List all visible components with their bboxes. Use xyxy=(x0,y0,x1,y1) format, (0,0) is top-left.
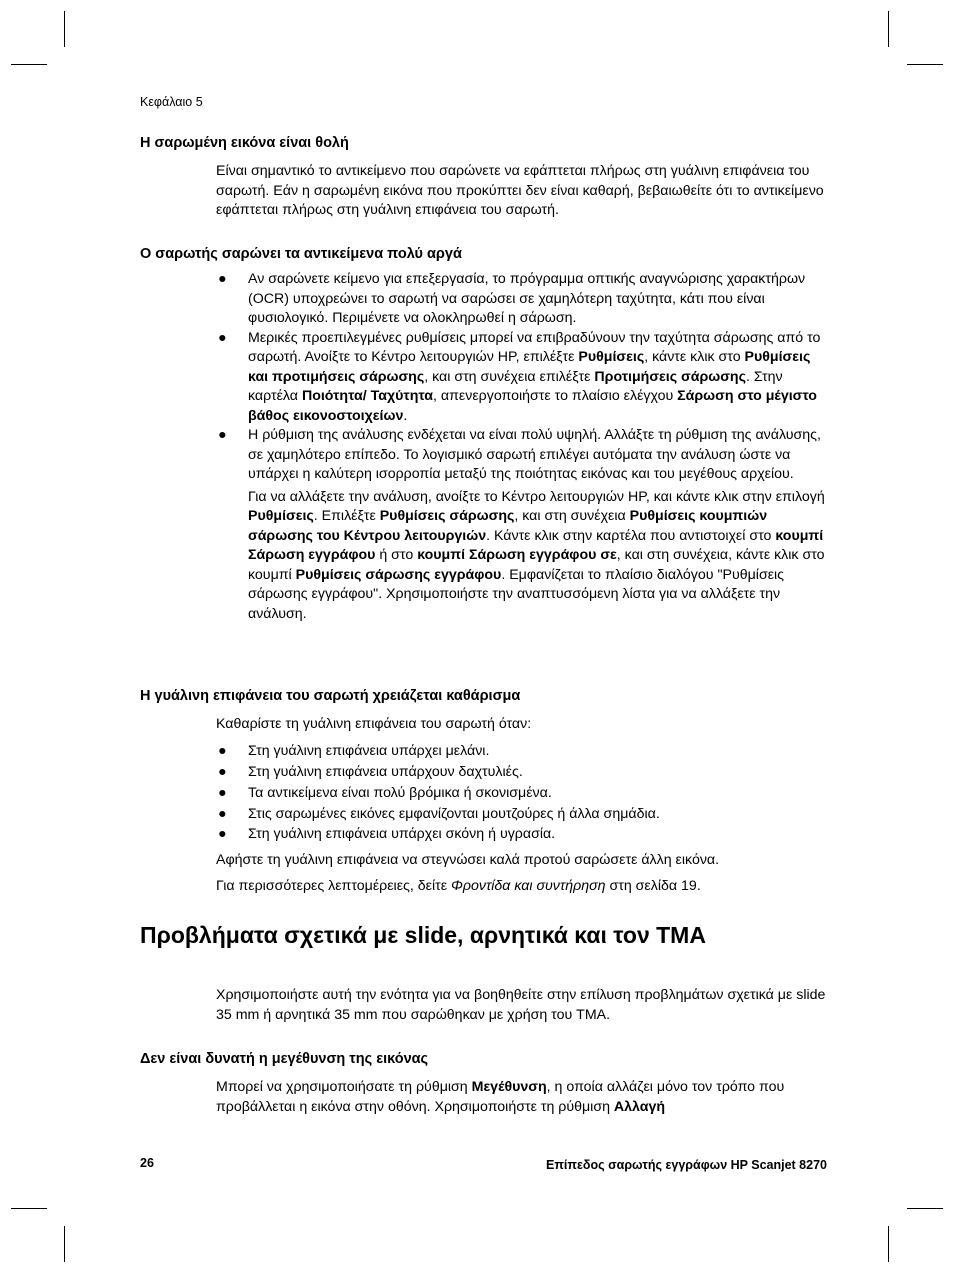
emphasis-text: Ρυθμίσεις σάρωσης εγγράφου xyxy=(295,566,502,583)
crop-mark xyxy=(888,11,889,47)
section-heading: Δεν είναι δυνατή η μεγέθυνση της εικόνας xyxy=(140,1051,429,1067)
list-item xyxy=(216,783,828,804)
body-text: , κάντε κλικ στο xyxy=(644,349,745,365)
list-item-text: Στις σαρωμένες εικόνες εμφανίζονται μουτζούρες ή άλλα σημάδια. xyxy=(248,806,660,822)
list-item xyxy=(216,825,828,844)
section-intro: Χρησιμοποιήστε αυτή την ενότητα για να βοηθηθείτε στην επίλυση προβλημάτων σχετικά με slide 35 mm ή αρνητικά 35 mm που σαρώθηκαν με χρήση του TMA. xyxy=(216,987,826,1023)
section-heading: Η σαρωμένη εικόνα είναι θολή xyxy=(140,135,349,151)
body-text: , και στη συνέχεια xyxy=(514,508,630,524)
crop-mark xyxy=(11,1208,47,1209)
body-text: , η οποία αλλάζει μόνο τον τρόπο που προβάλλεται η εικόνα στην οθόνη. Χρησιμοποιήστε τη ρύθμιση xyxy=(216,1079,785,1115)
emphasis-text: Ρυθμίσεις και προτιμήσεις σάρωσης xyxy=(248,349,811,385)
body-text: . Στην καρτέλα xyxy=(248,368,783,404)
section-paragraph: Είναι σημαντικό το αντικείμενο που σαρώνετε να εφάπτεται πλήρως στη γυάλινη επιφάνεια του σαρωτή. Εάν η σαρωμένη εικόνα που προκύπτει δεν είναι καθαρή, βεβαιωθείτε ότι το αντικείμενο εφάπτεται πλήρως στη γυάλινη επιφάνεια του σαρωτή. xyxy=(216,163,824,218)
list-item xyxy=(216,741,828,762)
list-item-text: Τα αντικείμενα είναι πολύ βρόμικα ή σκονισμένα. xyxy=(248,785,552,801)
emphasis-text: Αλλαγή xyxy=(613,1098,666,1115)
list-item-subparagraph xyxy=(248,488,828,625)
body-text: Αν σαρώνετε κείμενο για επεξεργασία, το πρόγραμμα οπτικής αναγνώρισης χαρακτήρων (OCR) υποχρεώνει το σαρωτή να σαρώσει σε χαμηλότερη ταχύτητα, κάτι που είναι φυσιολογικό. Περιμένετε να ολοκληρωθεί η σάρωση. xyxy=(248,271,806,326)
emphasis-text: κουμπί Σάρωση εγγράφου xyxy=(248,527,824,563)
list-item-text: Στη γυάλινη επιφάνεια υπάρχουν δαχτυλιές. xyxy=(248,764,523,780)
body-text: ή στο xyxy=(375,547,418,563)
body-text: Μπορεί να χρησιμοποιήσατε τη ρύθμιση xyxy=(216,1079,472,1095)
emphasis-text: Ρυθμίσεις xyxy=(248,508,314,524)
cross-reference-link[interactable]: Φροντίδα και συντήρηση xyxy=(450,878,606,894)
body-text: Μερικές προεπιλεγμένες ρυθμίσεις μπορεί να επιβραδύνουν την ταχύτητα σάρωσης από το σαρωτή. Ανοίξτε το Κέντρο λειτουργιών HP, επιλέξτε xyxy=(248,329,821,365)
footer-title: Επίπεδος σαρωτής εγγράφων HP Scanjet 8270 xyxy=(546,1158,827,1172)
body-text: Για να αλλάξετε την ανάλυση, ανοίξτε το Κέντρο λειτουργιών HP, και κάντε κλικ στην επιλογή xyxy=(248,488,825,505)
section-heading: Η γυάλινη επιφάνεια του σαρωτή χρειάζεται καθάρισμα xyxy=(140,688,521,704)
cross-reference-prefix: Για περισσότερες λεπτομέρειες, δείτε xyxy=(216,878,451,894)
bullet-list xyxy=(216,741,828,844)
body-text: . Επιλέξτε xyxy=(313,508,380,524)
chapter-label: Κεφάλαιο 5 xyxy=(140,95,203,109)
emphasis-text: Ποιότητα/ Ταχύτητα xyxy=(301,388,434,404)
body-text: , απενεργοποιήστε το πλαίσιο ελέγχου xyxy=(433,388,678,404)
body-text: . Εμφανίζεται το πλαίσιο διαλόγου "Ρυθμίσεις σάρωσης εγγράφου". Χρησιμοποιήστε την αναπτυσσόμενη λίστα για να αλλάξετε την ανάλυση. xyxy=(248,566,785,622)
crop-mark xyxy=(888,1226,889,1262)
emphasis-text: Ρυθμίσεις κουμπιών σάρωσης του Κέντρου λειτουργιών xyxy=(248,508,768,544)
body-text: . Κάντε κλικ στην καρτέλα που αντιστοιχεί στο xyxy=(486,527,776,544)
section-paragraph xyxy=(216,1078,828,1117)
list-item xyxy=(216,762,828,783)
crop-mark xyxy=(64,1226,65,1262)
emphasis-text: Μεγέθυνση xyxy=(471,1079,547,1095)
list-item-text xyxy=(248,271,805,326)
body-text: Η ρύθμιση της ανάλυσης ενδέχεται να είναι πολύ υψηλή. Αλλάξτε τη ρύθμιση της ανάλυσης, σε χαμηλότερο επίπεδο. Το λογισμικό σαρωτή επιλέγει αυτόματα την ανάλυση ώστε να υπάρχει η καλύτερη ισορροπία μεταξύ της ποιότητας εικόνας και του μεγέθους αρχείου. xyxy=(248,427,821,482)
bullet-icon: ● xyxy=(218,764,227,780)
bullet-list xyxy=(216,270,828,624)
list-item-text xyxy=(248,427,821,482)
emphasis-text: Ρυθμίσεις σάρωσης xyxy=(379,508,515,524)
crop-mark xyxy=(907,64,943,65)
bullet-icon: ● xyxy=(218,743,227,759)
section-heading: Ο σαρωτής σαρώνει τα αντικείμενα πολύ αργά xyxy=(140,246,462,262)
list-item xyxy=(216,329,828,427)
bullet-icon: ● xyxy=(218,329,227,346)
bullet-icon: ● xyxy=(218,826,227,842)
body-text: . xyxy=(403,407,408,424)
crop-mark xyxy=(907,1208,943,1209)
cross-reference xyxy=(216,877,828,897)
cross-reference-suffix: στη σελίδα 19. xyxy=(605,878,701,894)
page-number: 26 xyxy=(140,1156,154,1170)
emphasis-text: Σάρωση στο μέγιστο βάθος εικονοστοιχείων xyxy=(248,388,817,424)
list-item xyxy=(216,804,828,825)
bullet-icon: ● xyxy=(218,785,227,801)
body-text: , και στη συνέχεια επιλέξτε xyxy=(424,368,595,385)
crop-mark xyxy=(11,64,47,65)
body-text: , και στη συνέχεια, κάντε κλικ στο κουμπί xyxy=(248,547,825,583)
bullet-icon: ● xyxy=(218,427,227,443)
bullet-icon: ● xyxy=(218,806,227,822)
crop-mark xyxy=(64,11,65,47)
chapter-section-title: Προβλήματα σχετικά με slide, αρνητικά και τον TMA xyxy=(140,922,706,948)
emphasis-text: Προτιμήσεις σάρωσης xyxy=(594,368,746,385)
list-item xyxy=(216,426,828,624)
section-intro: Καθαρίστε τη γυάλινη επιφάνεια του σαρωτή όταν: xyxy=(216,716,532,732)
section-note: Αφήστε τη γυάλινη επιφάνεια να στεγνώσει καλά προτού σαρώσετε άλλη εικόνα. xyxy=(216,852,720,868)
emphasis-text: Ρυθμίσεις xyxy=(578,349,645,365)
bullet-icon: ● xyxy=(218,271,227,287)
list-item xyxy=(216,270,828,329)
list-item-text: Στη γυάλινη επιφάνεια υπάρχει μελάνι. xyxy=(248,743,490,759)
emphasis-text: κουμπί Σάρωση εγγράφου σε xyxy=(417,547,617,563)
list-item-text xyxy=(248,330,820,424)
list-item-text: Στη γυάλινη επιφάνεια υπάρχει σκόνη ή υγρασία. xyxy=(248,826,556,842)
